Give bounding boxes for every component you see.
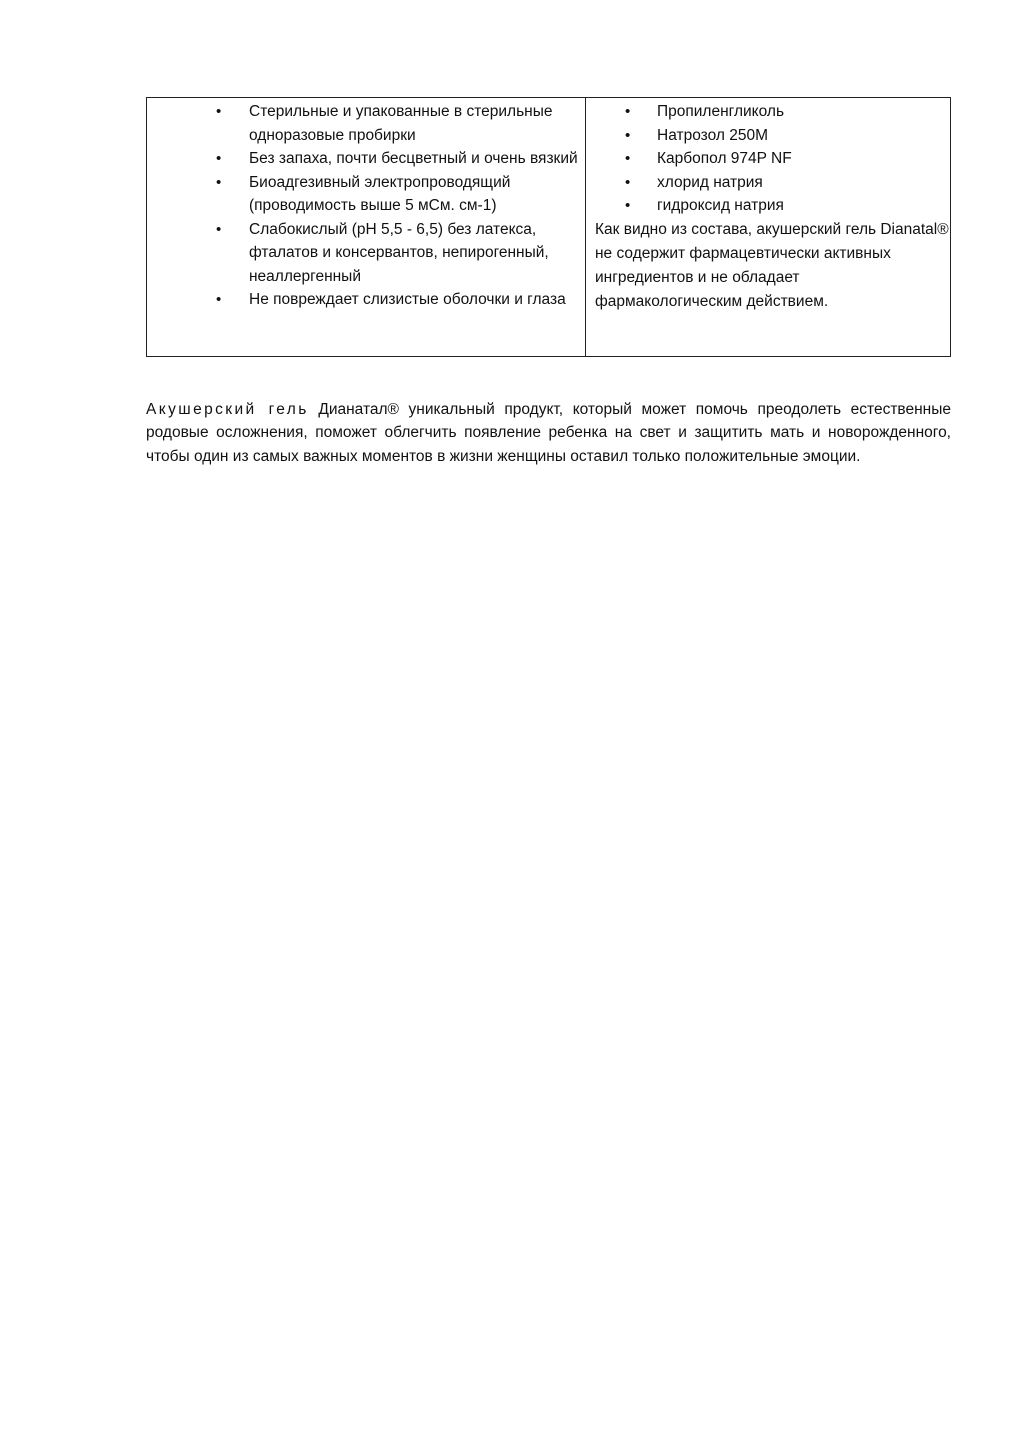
list-item: • Натрозол 250M bbox=[657, 124, 947, 148]
composition-note: Как видно из состава, акушерский гель Dianatal® не содержит фармацевтически активных ингредиентов и не обладает фармакологическим действием. bbox=[595, 221, 949, 310]
list-item: • Не повреждает слизистые оболочки и глаза bbox=[249, 288, 579, 312]
composition-column bbox=[586, 98, 950, 356]
info-table bbox=[146, 97, 951, 357]
ingredients-list bbox=[625, 100, 947, 218]
bullet-icon: • bbox=[625, 197, 631, 214]
paragraph-text: Дианатал® уникальный продукт, который может помочь преодолеть естественные родовые осложнения, поможет облегчить появление ребенка на свет и защитить мать и новорожденного, чтобы один из самых важных моментов в жизни женщины оставил только положительные эмоции. bbox=[146, 400, 951, 465]
properties-list bbox=[216, 100, 579, 312]
list-item: • Слабокислый (pH 5,5 - 6,5) без латекса, фталатов и консервантов, непирогенный, неаллергенный bbox=[249, 218, 579, 289]
bullet-icon: • bbox=[216, 173, 222, 191]
list-item: • Без запаха, почти бесцветный и очень вязкий bbox=[249, 147, 579, 171]
bullet-icon: • bbox=[625, 173, 631, 191]
list-item: • Карбопол 974P NF bbox=[657, 147, 947, 171]
bullet-icon: • bbox=[625, 126, 631, 144]
bullet-icon: • bbox=[216, 291, 222, 308]
bullet-icon: • bbox=[625, 103, 631, 120]
paragraph-lead: Акушерский гель bbox=[146, 400, 309, 418]
list-item: • Стерильные и упакованные в стерильные одноразовые пробирки bbox=[249, 100, 579, 147]
list-item: • Пропиленгликоль bbox=[657, 100, 947, 124]
bullet-icon: • bbox=[625, 150, 631, 167]
list-item: • гидроксид натрия bbox=[657, 194, 947, 218]
body-paragraph bbox=[146, 398, 951, 469]
bullet-icon: • bbox=[216, 150, 222, 167]
bullet-icon: • bbox=[216, 220, 222, 238]
bullet-icon: • bbox=[216, 103, 222, 120]
properties-column bbox=[147, 98, 586, 356]
list-item: • хлорид натрия bbox=[657, 171, 947, 195]
list-item: • Биоадгезивный электропроводящий (проводимость выше 5 мСм. см-1) bbox=[249, 171, 579, 218]
